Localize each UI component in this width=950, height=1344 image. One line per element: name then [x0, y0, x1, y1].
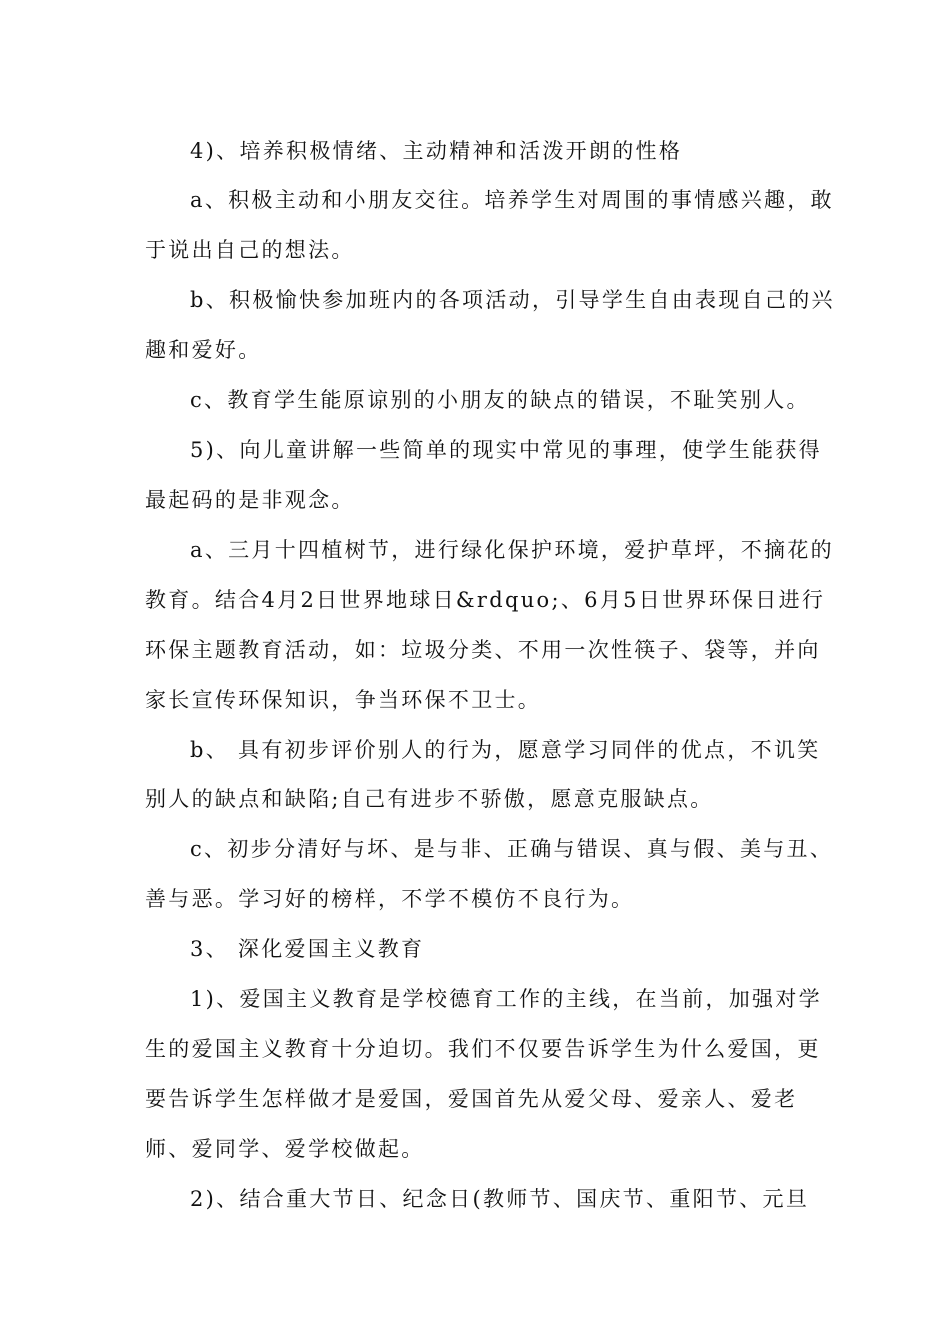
paragraph-line: 环保主题教育活动，如：垃圾分类、不用一次性筷子、袋等，并向 — [145, 638, 821, 662]
paragraph-line: c、初步分清好与坏、是与非、正确与错误、真与假、美与丑、 — [190, 837, 834, 861]
section-heading-3: 3、 深化爱国主义教育 — [190, 937, 425, 961]
paragraph-line: c、教育学生能原谅别的小朋友的缺点的错误，不耻笑别人。 — [190, 388, 810, 412]
paragraph-line: 于说出自己的想法。 — [145, 238, 355, 262]
paragraph-line: 师、爱同学、爱学校做起。 — [145, 1137, 425, 1161]
section-heading-4: 4)、培养积极情绪、主动精神和活泼开朗的性格 — [190, 139, 683, 163]
paragraph-line: b、 具有初步评价别人的行为，愿意学习同伴的优点，不讥笑 — [190, 738, 821, 762]
paragraph-line: 最起码的是非观念。 — [145, 488, 355, 512]
paragraph-line: 2)、结合重大节日、纪念日(教师节、国庆节、重阳节、元旦 — [190, 1187, 810, 1211]
section-heading-5: 5)、向儿童讲解一些简单的现实中常见的事理，使学生能获得 — [190, 438, 822, 462]
paragraph-line: 生的爱国主义教育十分迫切。我们不仅要告诉学生为什么爱国，更 — [145, 1037, 821, 1061]
paragraph-line: a、三月十四植树节，进行绿化保护环境，爱护草坪，不摘花的 — [190, 538, 834, 562]
paragraph-line: 别人的缺点和缺陷;自己有进步不骄傲，愿意克服缺点。 — [145, 787, 714, 811]
paragraph-line: 1)、爱国主义教育是学校德育工作的主线，在当前，加强对学 — [190, 987, 822, 1011]
paragraph-line: b、积极愉快参加班内的各项活动，引导学生自由表现自己的兴 — [190, 288, 835, 312]
paragraph-line: 趣和爱好。 — [145, 338, 262, 362]
paragraph-line: 家长宣传环保知识，争当环保不卫士。 — [145, 688, 542, 712]
paragraph-line: a、积极主动和小朋友交往。培养学生对周围的事情感兴趣，敢 — [190, 188, 834, 212]
paragraph-line: 教育。结合4月2日世界地球日&rdquo;、6月5日世界环保日进行 — [145, 588, 826, 612]
paragraph-line: 要告诉学生怎样做才是爱国，爱国首先从爱父母、爱亲人、爱老 — [145, 1087, 798, 1111]
paragraph-line: 善与恶。学习好的榜样，不学不模仿不良行为。 — [145, 887, 635, 911]
